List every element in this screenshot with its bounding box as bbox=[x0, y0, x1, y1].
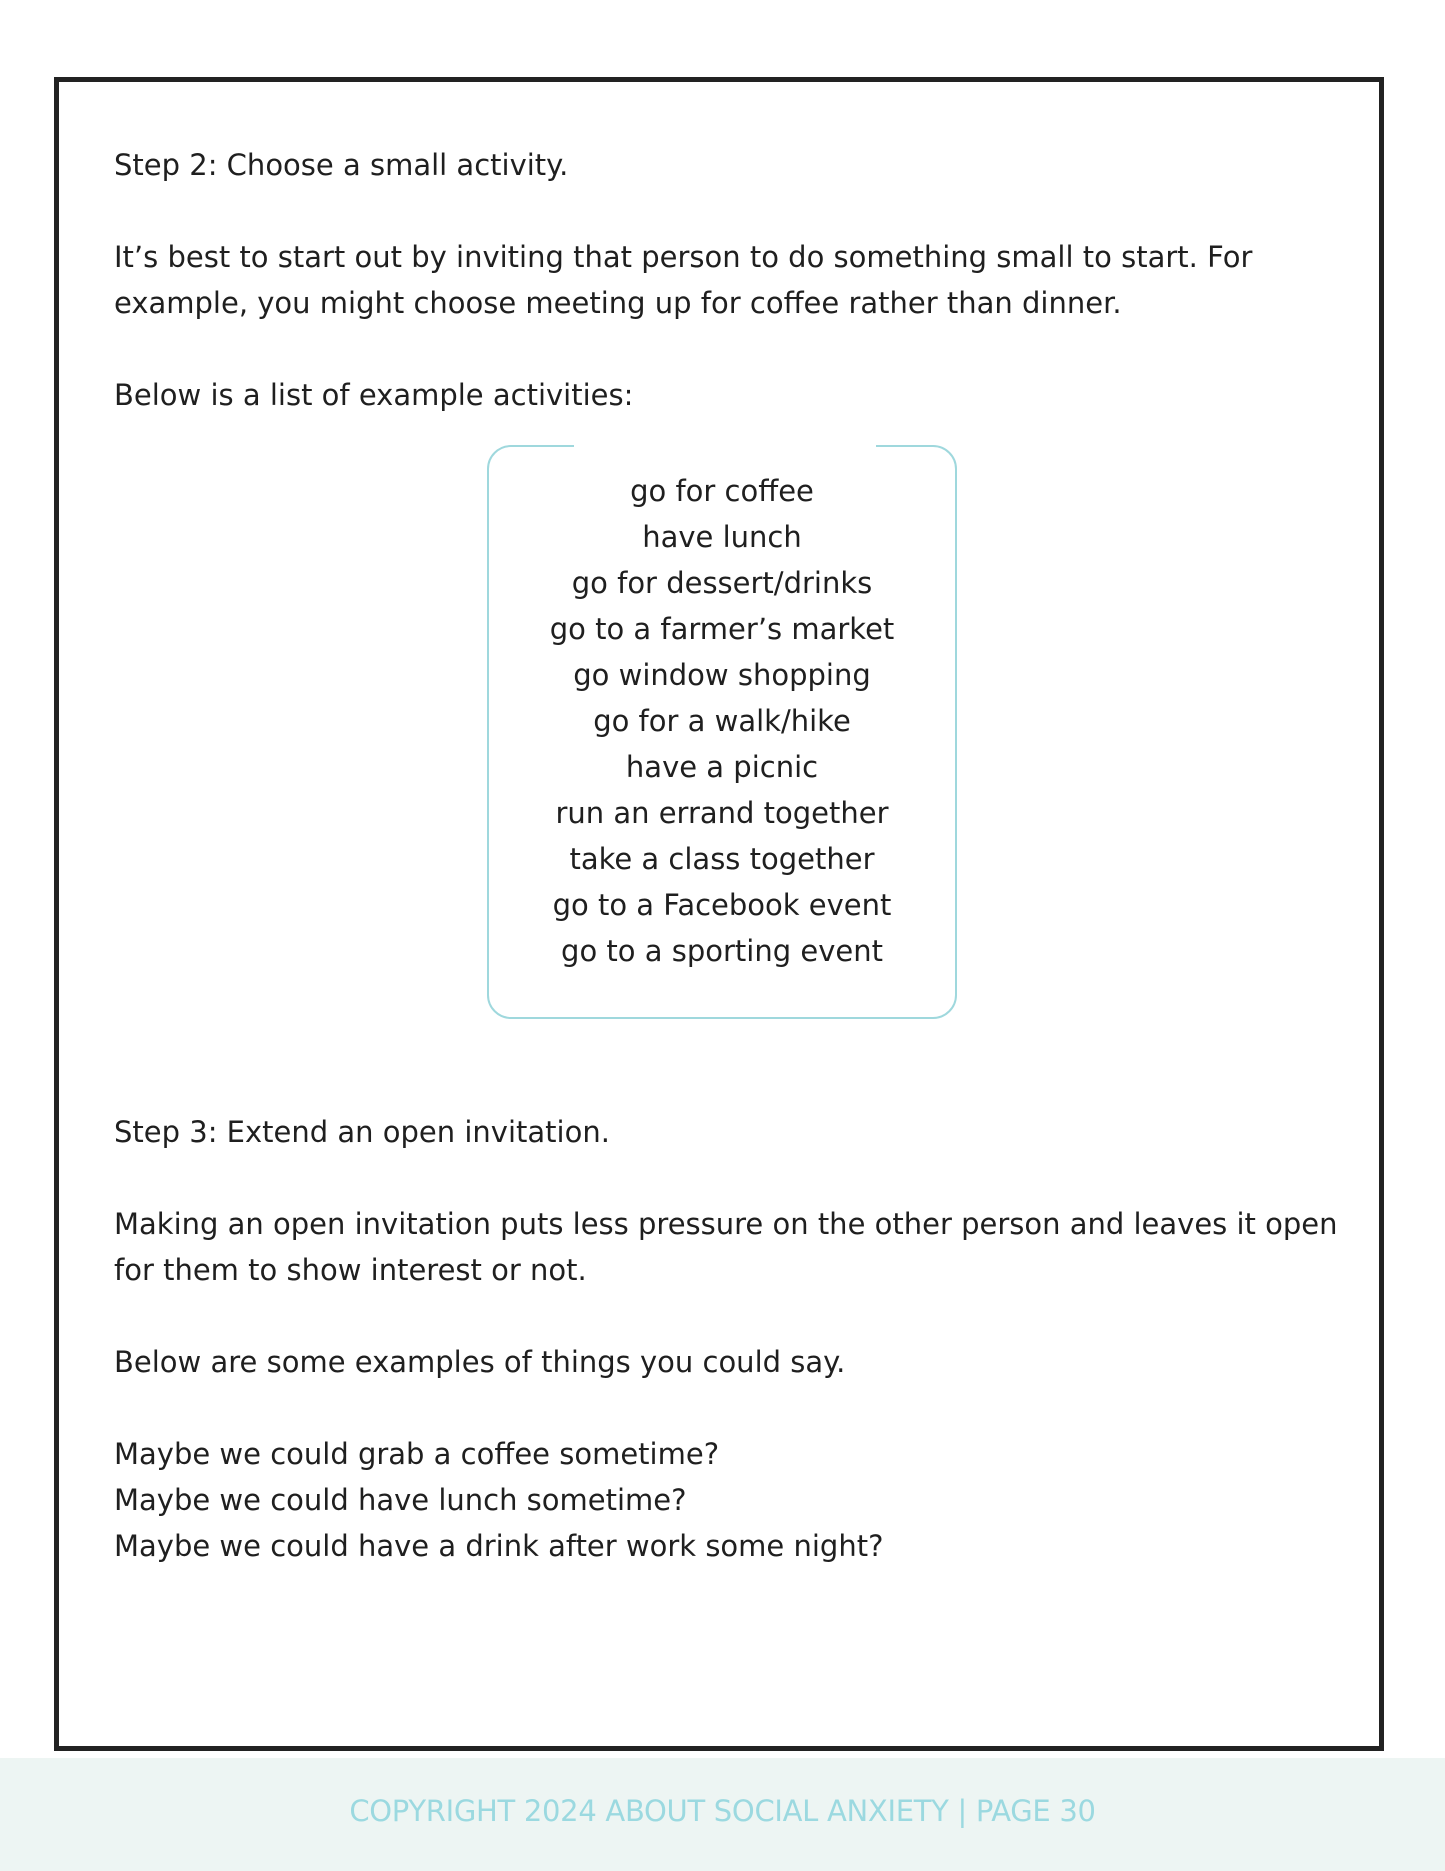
list-item: go window shopping bbox=[573, 658, 871, 692]
activity-list-intro: Below is a list of example activities: bbox=[114, 378, 634, 412]
step3-intro-line-2: for them to show interest or not. bbox=[114, 1253, 587, 1287]
list-item: go for a walk/hike bbox=[593, 704, 851, 738]
step3-heading: Step 3: Extend an open invitation. bbox=[114, 1115, 610, 1149]
list-item: have lunch bbox=[642, 520, 802, 554]
example-phrase: Maybe we could have lunch sometime? bbox=[114, 1483, 687, 1517]
activity-list bbox=[489, 468, 955, 974]
list-item: run an errand together bbox=[555, 796, 889, 830]
example-phrase: Maybe we could have a drink after work some night? bbox=[114, 1529, 884, 1563]
box-border-gap bbox=[574, 444, 876, 450]
step3-intro-line-1: Making an open invitation puts less pressure on the other person and leaves it open bbox=[114, 1207, 1338, 1241]
activity-list-box bbox=[487, 445, 957, 1019]
list-item: go to a farmer’s market bbox=[549, 612, 895, 646]
list-item: have a picnic bbox=[625, 750, 819, 784]
page-footer bbox=[0, 1758, 1445, 1871]
list-item: go to a Facebook event bbox=[552, 888, 892, 922]
list-item: take a class together bbox=[569, 842, 875, 876]
list-item: go for coffee bbox=[630, 474, 814, 508]
examples-intro: Below are some examples of things you could say. bbox=[114, 1345, 846, 1379]
step2-heading: Step 2: Choose a small activity. bbox=[114, 148, 569, 182]
list-item: go for dessert/drinks bbox=[571, 566, 873, 600]
list-item: go to a sporting event bbox=[561, 934, 883, 968]
step2-intro-line-1: It’s best to start out by inviting that person to do something small to start. For bbox=[114, 240, 1253, 274]
copyright-text: COPYRIGHT 2024 ABOUT SOCIAL ANXIETY | PAGE 30 bbox=[349, 1794, 1096, 1828]
step2-intro-line-2: example, you might choose meeting up for coffee rather than dinner. bbox=[114, 286, 1122, 320]
example-phrase: Maybe we could grab a coffee sometime? bbox=[114, 1437, 720, 1471]
